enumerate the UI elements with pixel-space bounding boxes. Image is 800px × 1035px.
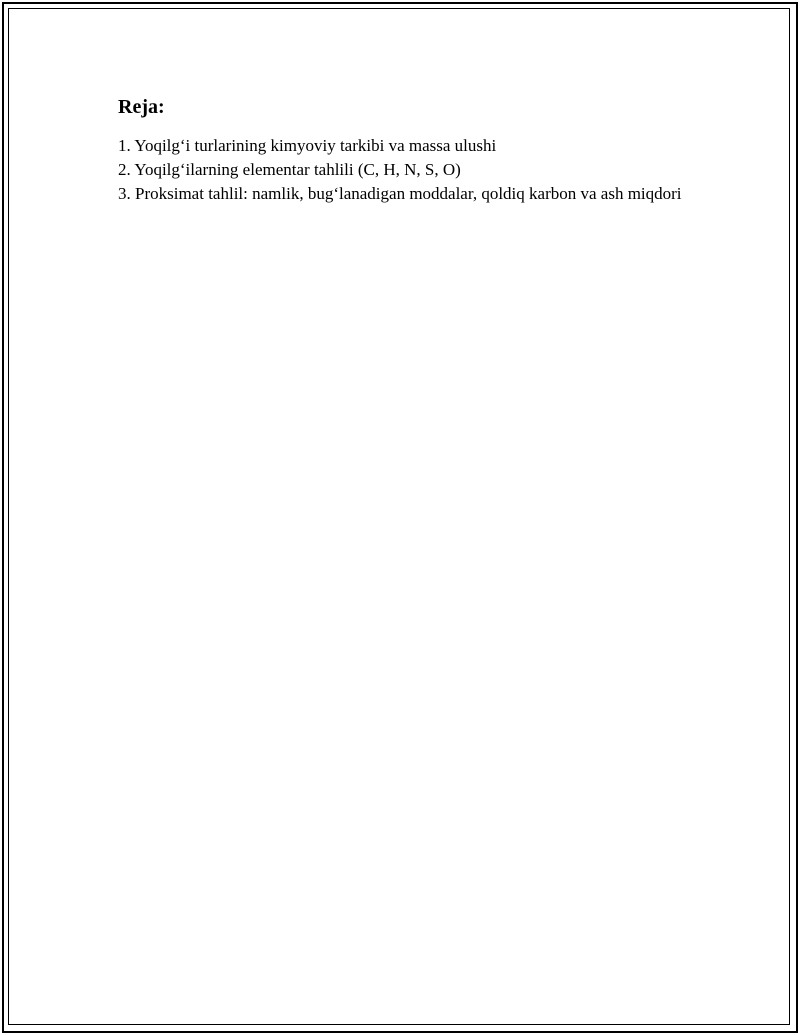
plan-heading: Reja: — [118, 96, 165, 118]
plan-list — [118, 134, 688, 206]
plan-item: 2. Yoqilg‘ilarning elementar tahlili (C, H, N, S, O) — [118, 160, 461, 179]
plan-item: 1. Yoqilg‘i turlarining kimyoviy tarkibi va massa ulushi — [118, 136, 497, 155]
document-body — [118, 94, 688, 206]
plan-item: 3. Proksimat tahlil: namlik, bug‘lanadigan moddalar, qoldiq karbon va ash miqdori — [118, 184, 682, 203]
